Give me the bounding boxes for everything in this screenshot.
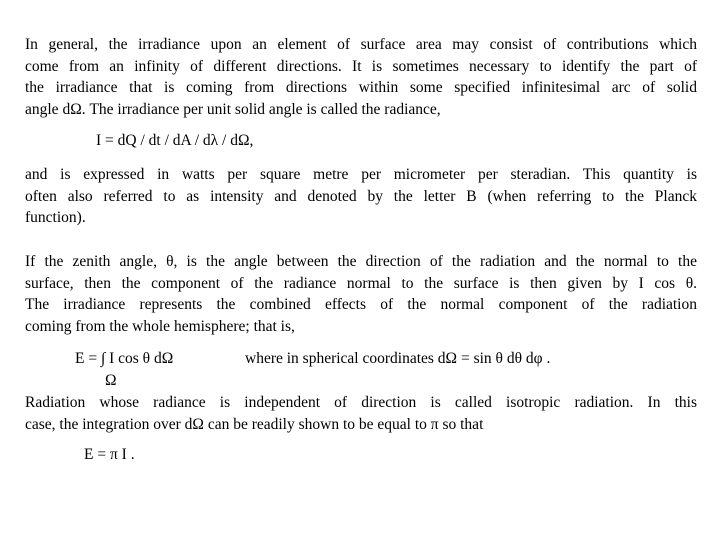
text-line: angle dΩ. The irradiance per unit solid angle is called the radiance,: [25, 100, 441, 118]
text-line: surface, then the component of the radiance normal to the surface is then given by I cos θ.: [25, 274, 697, 292]
text-line: the irradiance that is coming from directions within some specified infinitesimal arc of solid: [25, 79, 697, 96]
text-line: come from an infinity of different directions. It is sometimes necessary to identify the part of: [25, 57, 697, 75]
text-line: case, the integration over dΩ can be readily shown to be equal to π so that: [25, 415, 484, 433]
paragraph-irradiance-intro: [25, 34, 697, 120]
text-line: coming from the whole hemisphere; that is,: [25, 317, 295, 335]
text-line: Radiation whose radiance is independent of direction is called isotropic radiation. In this: [25, 394, 697, 411]
text-line: function).: [25, 209, 86, 226]
radiance-equation: I = dQ / dt / dA / dλ / dΩ,: [96, 132, 254, 149]
paragraph-radiance-units: [25, 164, 697, 229]
text-line: often also referred to as intensity and denoted by the letter B (when referring to the Planck: [25, 187, 697, 205]
paragraph-zenith-angle: [25, 251, 697, 337]
irradiance-integral-equation: E = ∫ I cos θ dΩ: [75, 350, 174, 367]
integral-subscript: Ω: [105, 372, 117, 389]
text-line: and is expressed in watts per square metre per micrometer per steradian. This quantity is: [25, 166, 697, 183]
text-line: If the zenith angle, θ, is the angle between the direction of the radiation and the normal to the: [25, 253, 697, 270]
paragraph-isotropic-radiation: [25, 392, 697, 435]
spherical-coordinates-note: where in spherical coordinates dΩ = sin θ dθ dφ .: [245, 350, 551, 367]
text-line: The irradiance represents the combined effects of the normal component of the radiation: [25, 296, 697, 313]
isotropic-irradiance-equation: E = π I .: [84, 446, 135, 463]
text-line: In general, the irradiance upon an element of surface area may consist of contributions which: [25, 36, 697, 53]
